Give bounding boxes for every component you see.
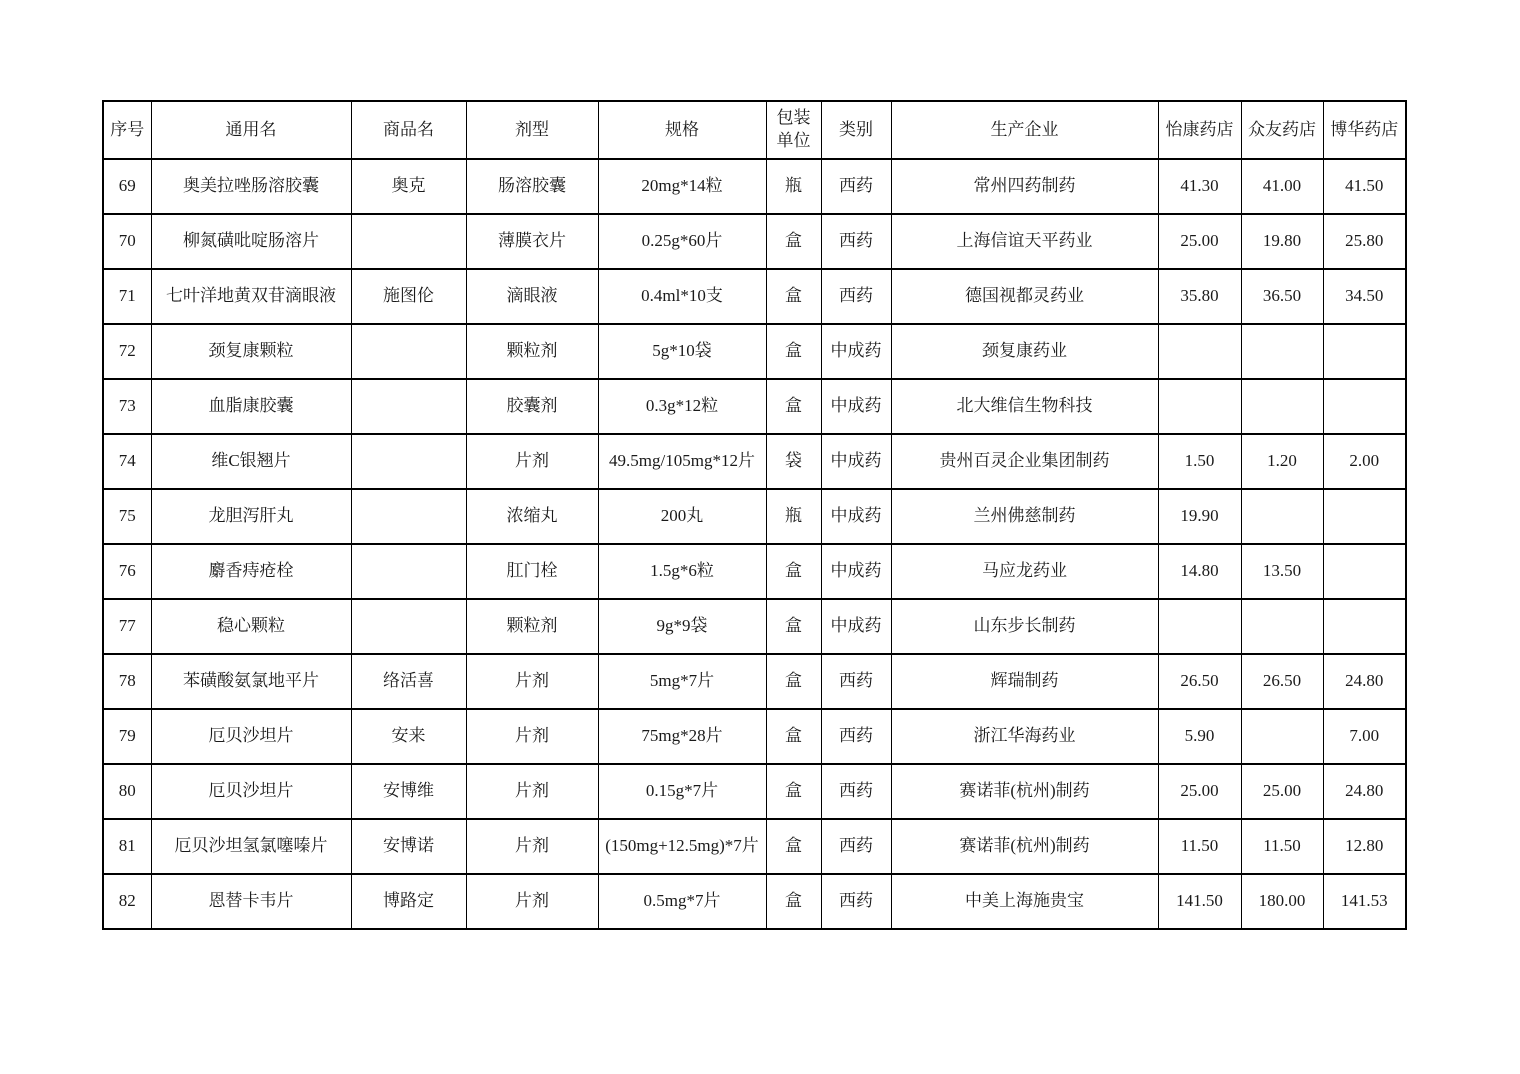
cell-brand: 博路定 bbox=[351, 874, 466, 929]
cell-maker: 常州四药制药 bbox=[891, 159, 1158, 214]
table-row bbox=[103, 599, 1406, 654]
cell-bohua: 7.00 bbox=[1323, 709, 1406, 764]
cell-spec: 0.4ml*10支 bbox=[598, 269, 766, 324]
cell-zhongyou bbox=[1241, 709, 1323, 764]
cell-yikang: 141.50 bbox=[1158, 874, 1241, 929]
cell-yikang: 11.50 bbox=[1158, 819, 1241, 874]
cell-bohua bbox=[1323, 324, 1406, 379]
cell-seq: 72 bbox=[103, 324, 151, 379]
cell-form: 片剂 bbox=[466, 819, 598, 874]
table-row bbox=[103, 379, 1406, 434]
cell-zhongyou: 41.00 bbox=[1241, 159, 1323, 214]
cell-brand bbox=[351, 599, 466, 654]
cell-spec: 0.3g*12粒 bbox=[598, 379, 766, 434]
cell-brand: 奥克 bbox=[351, 159, 466, 214]
cell-unit: 袋 bbox=[766, 434, 821, 489]
cell-maker: 中美上海施贵宝 bbox=[891, 874, 1158, 929]
cell-spec: 0.25g*60片 bbox=[598, 214, 766, 269]
cell-seq: 79 bbox=[103, 709, 151, 764]
cell-form: 片剂 bbox=[466, 434, 598, 489]
cell-category: 中成药 bbox=[821, 434, 891, 489]
table-row bbox=[103, 709, 1406, 764]
cell-form: 肠溶胶囊 bbox=[466, 159, 598, 214]
cell-spec: 9g*9袋 bbox=[598, 599, 766, 654]
cell-generic: 稳心颗粒 bbox=[151, 599, 351, 654]
cell-zhongyou: 11.50 bbox=[1241, 819, 1323, 874]
cell-unit: 瓶 bbox=[766, 489, 821, 544]
cell-category: 西药 bbox=[821, 709, 891, 764]
cell-form: 肛门栓 bbox=[466, 544, 598, 599]
col-header-maker: 生产企业 bbox=[891, 101, 1158, 159]
table-row bbox=[103, 654, 1406, 709]
cell-bohua bbox=[1323, 379, 1406, 434]
cell-unit: 盒 bbox=[766, 544, 821, 599]
cell-seq: 71 bbox=[103, 269, 151, 324]
cell-seq: 80 bbox=[103, 764, 151, 819]
col-header-yikang: 怡康药店 bbox=[1158, 101, 1241, 159]
cell-bohua bbox=[1323, 544, 1406, 599]
table-row bbox=[103, 819, 1406, 874]
cell-yikang: 19.90 bbox=[1158, 489, 1241, 544]
cell-category: 中成药 bbox=[821, 379, 891, 434]
cell-maker: 赛诺菲(杭州)制药 bbox=[891, 764, 1158, 819]
cell-unit: 盒 bbox=[766, 654, 821, 709]
cell-brand bbox=[351, 379, 466, 434]
cell-form: 颗粒剂 bbox=[466, 599, 598, 654]
col-header-brand: 商品名 bbox=[351, 101, 466, 159]
cell-spec: 5mg*7片 bbox=[598, 654, 766, 709]
cell-generic: 血脂康胶囊 bbox=[151, 379, 351, 434]
cell-seq: 75 bbox=[103, 489, 151, 544]
cell-maker: 山东步长制药 bbox=[891, 599, 1158, 654]
table-row bbox=[103, 159, 1406, 214]
cell-form: 片剂 bbox=[466, 764, 598, 819]
cell-form: 胶囊剂 bbox=[466, 379, 598, 434]
cell-unit: 盒 bbox=[766, 379, 821, 434]
cell-brand bbox=[351, 214, 466, 269]
cell-spec: 0.15g*7片 bbox=[598, 764, 766, 819]
cell-brand bbox=[351, 489, 466, 544]
cell-generic: 厄贝沙坦片 bbox=[151, 764, 351, 819]
cell-seq: 77 bbox=[103, 599, 151, 654]
cell-category: 中成药 bbox=[821, 599, 891, 654]
cell-brand: 络活喜 bbox=[351, 654, 466, 709]
cell-form: 薄膜衣片 bbox=[466, 214, 598, 269]
cell-zhongyou: 180.00 bbox=[1241, 874, 1323, 929]
cell-spec: 5g*10袋 bbox=[598, 324, 766, 379]
cell-brand bbox=[351, 324, 466, 379]
col-header-form: 剂型 bbox=[466, 101, 598, 159]
cell-zhongyou: 13.50 bbox=[1241, 544, 1323, 599]
cell-seq: 81 bbox=[103, 819, 151, 874]
cell-category: 西药 bbox=[821, 654, 891, 709]
cell-bohua bbox=[1323, 489, 1406, 544]
cell-seq: 73 bbox=[103, 379, 151, 434]
cell-zhongyou: 26.50 bbox=[1241, 654, 1323, 709]
cell-maker: 上海信谊天平药业 bbox=[891, 214, 1158, 269]
col-header-generic: 通用名 bbox=[151, 101, 351, 159]
cell-zhongyou bbox=[1241, 324, 1323, 379]
cell-form: 片剂 bbox=[466, 654, 598, 709]
col-header-spec: 规格 bbox=[598, 101, 766, 159]
cell-yikang: 5.90 bbox=[1158, 709, 1241, 764]
col-header-zhongyou: 众友药店 bbox=[1241, 101, 1323, 159]
cell-category: 西药 bbox=[821, 269, 891, 324]
cell-maker: 辉瑞制药 bbox=[891, 654, 1158, 709]
cell-seq: 74 bbox=[103, 434, 151, 489]
cell-category: 西药 bbox=[821, 159, 891, 214]
cell-zhongyou bbox=[1241, 379, 1323, 434]
cell-maker: 马应龙药业 bbox=[891, 544, 1158, 599]
cell-yikang: 14.80 bbox=[1158, 544, 1241, 599]
cell-unit: 盒 bbox=[766, 819, 821, 874]
cell-yikang bbox=[1158, 599, 1241, 654]
cell-category: 西药 bbox=[821, 819, 891, 874]
cell-spec: 0.5mg*7片 bbox=[598, 874, 766, 929]
cell-seq: 76 bbox=[103, 544, 151, 599]
cell-zhongyou: 19.80 bbox=[1241, 214, 1323, 269]
cell-brand: 安博维 bbox=[351, 764, 466, 819]
cell-form: 片剂 bbox=[466, 709, 598, 764]
cell-spec: 200丸 bbox=[598, 489, 766, 544]
drug-price-comparison-table bbox=[102, 100, 1407, 930]
cell-bohua: 2.00 bbox=[1323, 434, 1406, 489]
cell-form: 颗粒剂 bbox=[466, 324, 598, 379]
table-row bbox=[103, 269, 1406, 324]
cell-yikang: 25.00 bbox=[1158, 214, 1241, 269]
cell-category: 西药 bbox=[821, 874, 891, 929]
cell-brand: 安博诺 bbox=[351, 819, 466, 874]
table-row bbox=[103, 764, 1406, 819]
cell-category: 中成药 bbox=[821, 544, 891, 599]
cell-yikang: 1.50 bbox=[1158, 434, 1241, 489]
cell-seq: 70 bbox=[103, 214, 151, 269]
cell-maker: 颈复康药业 bbox=[891, 324, 1158, 379]
cell-generic: 七叶洋地黄双苷滴眼液 bbox=[151, 269, 351, 324]
cell-unit: 盒 bbox=[766, 269, 821, 324]
cell-maker: 兰州佛慈制药 bbox=[891, 489, 1158, 544]
cell-spec: 49.5mg/105mg*12片 bbox=[598, 434, 766, 489]
table-row bbox=[103, 544, 1406, 599]
table-header-row bbox=[103, 101, 1406, 159]
cell-brand: 施图伦 bbox=[351, 269, 466, 324]
table-row bbox=[103, 214, 1406, 269]
table-row bbox=[103, 874, 1406, 929]
table-row bbox=[103, 434, 1406, 489]
cell-yikang: 25.00 bbox=[1158, 764, 1241, 819]
cell-generic: 厄贝沙坦氢氯噻嗪片 bbox=[151, 819, 351, 874]
cell-generic: 柳氮磺吡啶肠溶片 bbox=[151, 214, 351, 269]
cell-form: 片剂 bbox=[466, 874, 598, 929]
cell-bohua: 12.80 bbox=[1323, 819, 1406, 874]
cell-form: 浓缩丸 bbox=[466, 489, 598, 544]
cell-unit: 盒 bbox=[766, 214, 821, 269]
cell-zhongyou bbox=[1241, 599, 1323, 654]
cell-bohua: 24.80 bbox=[1323, 654, 1406, 709]
cell-brand: 安来 bbox=[351, 709, 466, 764]
cell-yikang: 26.50 bbox=[1158, 654, 1241, 709]
cell-bohua: 141.53 bbox=[1323, 874, 1406, 929]
cell-form: 滴眼液 bbox=[466, 269, 598, 324]
cell-seq: 78 bbox=[103, 654, 151, 709]
cell-unit: 瓶 bbox=[766, 159, 821, 214]
cell-unit: 盒 bbox=[766, 874, 821, 929]
cell-generic: 恩替卡韦片 bbox=[151, 874, 351, 929]
cell-category: 西药 bbox=[821, 764, 891, 819]
cell-brand bbox=[351, 434, 466, 489]
col-header-category: 类别 bbox=[821, 101, 891, 159]
cell-generic: 龙胆泻肝丸 bbox=[151, 489, 351, 544]
cell-zhongyou bbox=[1241, 489, 1323, 544]
cell-bohua: 34.50 bbox=[1323, 269, 1406, 324]
col-header-unit: 包装单位 bbox=[766, 101, 821, 159]
cell-spec: (150mg+12.5mg)*7片 bbox=[598, 819, 766, 874]
cell-generic: 厄贝沙坦片 bbox=[151, 709, 351, 764]
cell-zhongyou: 1.20 bbox=[1241, 434, 1323, 489]
cell-generic: 奥美拉唑肠溶胶囊 bbox=[151, 159, 351, 214]
cell-brand bbox=[351, 544, 466, 599]
cell-yikang: 35.80 bbox=[1158, 269, 1241, 324]
cell-bohua bbox=[1323, 599, 1406, 654]
cell-category: 中成药 bbox=[821, 324, 891, 379]
cell-maker: 浙江华海药业 bbox=[891, 709, 1158, 764]
cell-yikang bbox=[1158, 379, 1241, 434]
cell-bohua: 41.50 bbox=[1323, 159, 1406, 214]
col-header-seq: 序号 bbox=[103, 101, 151, 159]
cell-yikang: 41.30 bbox=[1158, 159, 1241, 214]
cell-generic: 维C银翘片 bbox=[151, 434, 351, 489]
cell-bohua: 25.80 bbox=[1323, 214, 1406, 269]
cell-spec: 75mg*28片 bbox=[598, 709, 766, 764]
table-row bbox=[103, 324, 1406, 379]
cell-maker: 北大维信生物科技 bbox=[891, 379, 1158, 434]
cell-unit: 盒 bbox=[766, 324, 821, 379]
cell-maker: 赛诺菲(杭州)制药 bbox=[891, 819, 1158, 874]
cell-generic: 苯磺酸氨氯地平片 bbox=[151, 654, 351, 709]
cell-unit: 盒 bbox=[766, 764, 821, 819]
cell-bohua: 24.80 bbox=[1323, 764, 1406, 819]
cell-zhongyou: 25.00 bbox=[1241, 764, 1323, 819]
cell-unit: 盒 bbox=[766, 599, 821, 654]
cell-maker: 贵州百灵企业集团制药 bbox=[891, 434, 1158, 489]
cell-generic: 麝香痔疮栓 bbox=[151, 544, 351, 599]
cell-category: 西药 bbox=[821, 214, 891, 269]
cell-spec: 1.5g*6粒 bbox=[598, 544, 766, 599]
table-row bbox=[103, 489, 1406, 544]
col-header-bohua: 博华药店 bbox=[1323, 101, 1406, 159]
cell-seq: 69 bbox=[103, 159, 151, 214]
cell-seq: 82 bbox=[103, 874, 151, 929]
cell-category: 中成药 bbox=[821, 489, 891, 544]
cell-generic: 颈复康颗粒 bbox=[151, 324, 351, 379]
cell-unit: 盒 bbox=[766, 709, 821, 764]
cell-yikang bbox=[1158, 324, 1241, 379]
cell-spec: 20mg*14粒 bbox=[598, 159, 766, 214]
cell-zhongyou: 36.50 bbox=[1241, 269, 1323, 324]
cell-maker: 德国视都灵药业 bbox=[891, 269, 1158, 324]
